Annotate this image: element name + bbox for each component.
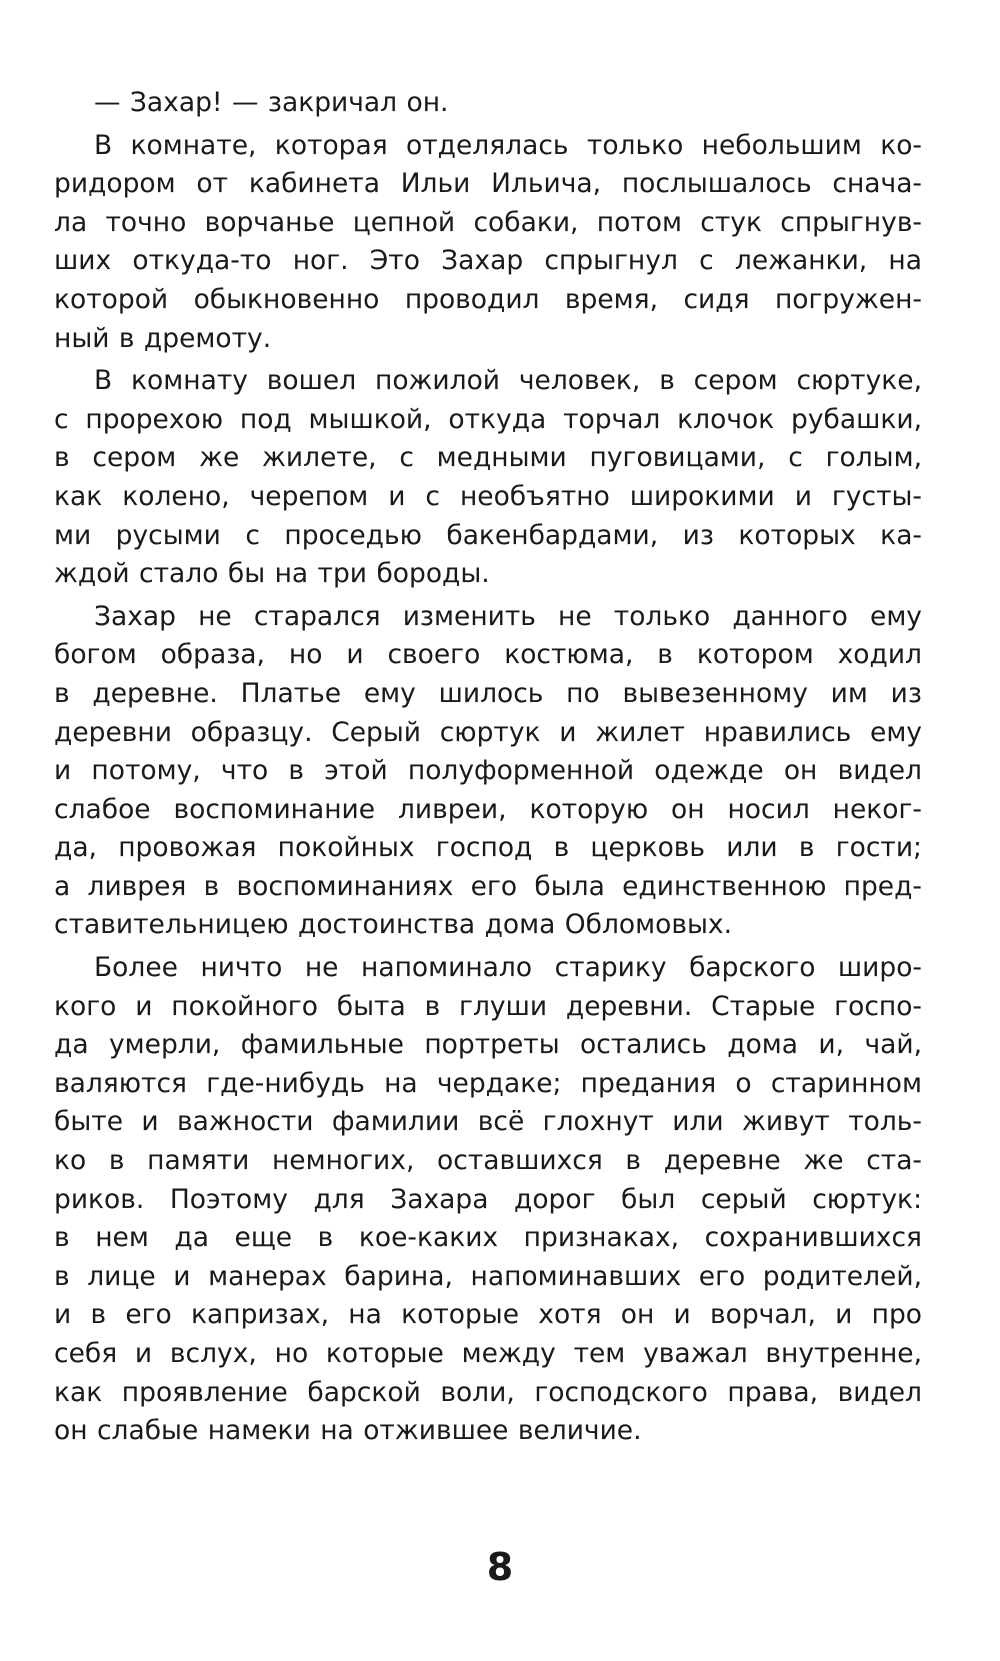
text-line: он слабые намеки на отжившее величие. <box>54 1415 642 1447</box>
text-line: — Захар! — закричал он. <box>94 87 449 118</box>
text-line: ждой стало бы на три бороды. <box>54 558 490 590</box>
text-line: да, провожая покойных господ в церковь или в гости; <box>54 832 922 864</box>
text-line: ко в памяти немногих, оставшихся в деревне же ста- <box>54 1145 922 1177</box>
text-line: как колено, черепом и с необъятно широкими и густы- <box>54 480 922 512</box>
text-line: деревни образцу. Серый сюртук и жилет нравились ему <box>54 716 922 748</box>
text-line: ших откуда-то ног. Это Захар спрыгнул с лежанки, на <box>54 245 922 277</box>
text-line: Более ничто не напоминало старику барского широ- <box>94 952 922 984</box>
text-line: ный в дремоту. <box>54 322 272 354</box>
text-line: с прорехою под мышкой, откуда торчал клочок рубашки, <box>54 403 922 435</box>
text-line: себя и вслух, но которые между тем уважал внутренне, <box>54 1338 922 1369</box>
text-line: которой обыкновенно проводил время, сидя погружен- <box>54 283 922 315</box>
text-line: слабое воспоминание ливреи, которую он носил неког- <box>54 793 922 825</box>
text-line: кого и покойного быта в глуши деревни. Старые госпо- <box>54 990 922 1022</box>
text-line: быте и важности фамилии всё глохнут или живут толь- <box>54 1106 922 1138</box>
text-line: ридором от кабинета Ильи Ильича, послышалось снача- <box>54 168 922 200</box>
text-line: богом образа, но и своего костюма, в котором ходил <box>54 639 922 671</box>
text-line: ставительницею достоинства дома Обломовых. <box>54 909 732 941</box>
text-line: и в его капризах, на которые хотя он и ворчал, и про <box>54 1299 922 1331</box>
text-line: в лице и манерах барина, напоминавших его родителей, <box>54 1260 922 1292</box>
text-line: и потому, что в этой полуформенной одежде он видел <box>54 755 922 787</box>
text-line: в деревне. Платье ему шилось по вывезенному им из <box>54 677 922 709</box>
body-text <box>54 84 922 1451</box>
text-line: В комнате, которая отделялась только небольшим ко- <box>94 129 922 161</box>
text-line: риков. Поэтому для Захара дорог был серый сюртук: <box>54 1183 922 1215</box>
text-line: как проявление барской воли, господского права, видел <box>54 1376 922 1408</box>
text-line: В комнату вошел пожилой человек, в сером сюртуке, <box>94 365 922 397</box>
text-line: ла точно ворчанье цепной собаки, потом стук спрыгнув- <box>54 206 922 238</box>
text-line: в нем да еще в кое-каких признаках, сохранившихся <box>54 1222 922 1254</box>
text-line: а ливрея в воспоминаниях его была единственною пред- <box>54 870 922 902</box>
text-line: в сером же жилете, с медными пуговицами, с голым, <box>54 442 922 474</box>
text-line: валяются где-нибудь на чердаке; предания о старинном <box>54 1067 922 1099</box>
text-line: ми русыми с проседью бакенбардами, из которых ка- <box>54 519 922 551</box>
text-line: да умерли, фамильные портреты остались дома и, чай, <box>54 1029 922 1061</box>
text-line: Захар не старался изменить не только данного ему <box>94 600 922 632</box>
page-number: 8 <box>486 1545 514 1589</box>
